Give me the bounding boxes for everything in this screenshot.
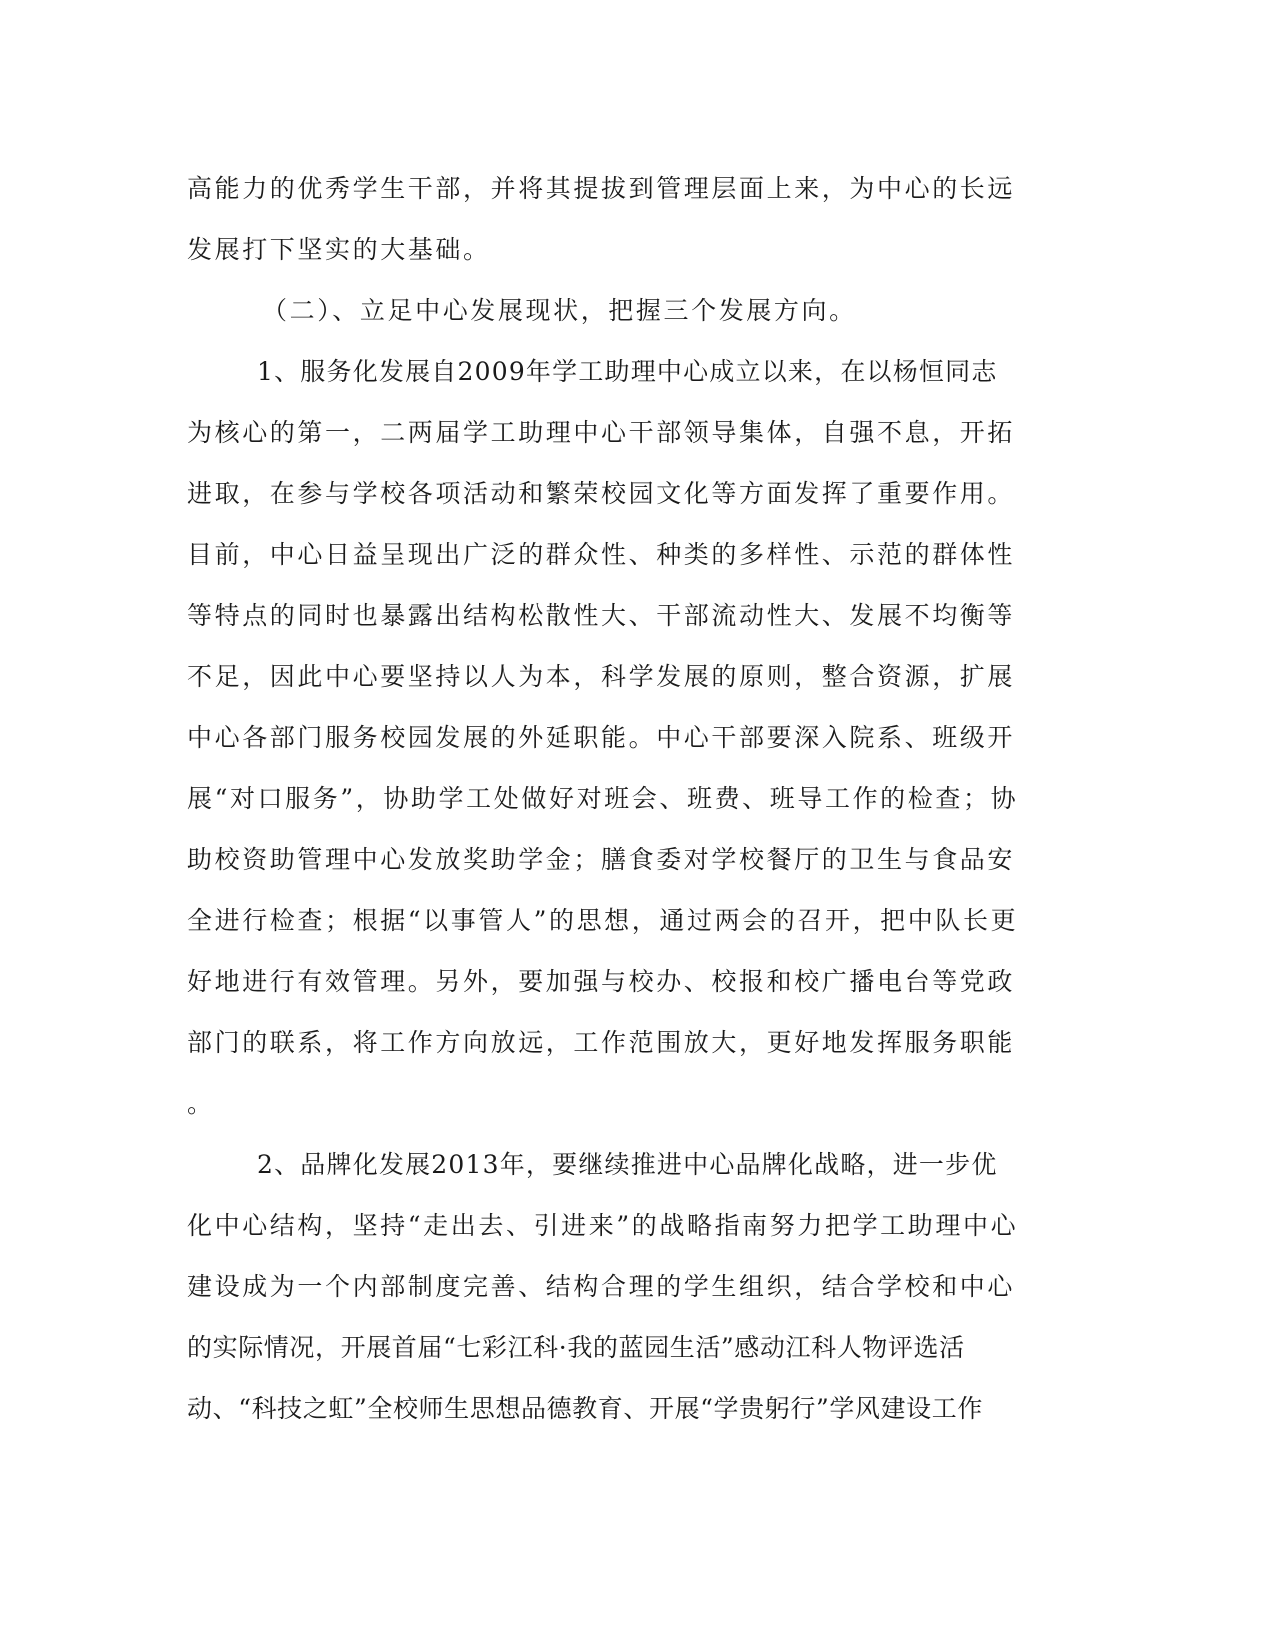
text-line: 为核心的第一，二两届学工助理中心干部领导集体，自强不息，开拓	[187, 418, 1016, 447]
text-line: 展“对口服务”，协助学工处做好对班会、班费、班导工作的检查；协	[187, 784, 1019, 813]
text-line: 全进行检查；根据“以事管人”的思想，通过两会的召开，把中队长更	[187, 906, 1019, 935]
text-line: 部门的联系，将工作方向放远，工作范围放大，更好地发挥服务职能	[187, 1028, 1016, 1057]
text-line: 发展打下坚实的大基础。	[187, 235, 491, 264]
text-line: 进取，在参与学校各项活动和繁荣校园文化等方面发挥了重要作用。	[187, 479, 1016, 508]
text-line: 不足，因此中心要坚持以人为本，科学发展的原则，整合资源，扩展	[187, 662, 1016, 691]
text-line: 目前，中心日益呈现出广泛的群众性、种类的多样性、示范的群体性	[187, 540, 1016, 569]
section-heading: （二）、立足中心发展现状，把握三个发展方向。	[262, 296, 857, 325]
text-line: 等特点的同时也暴露出结构松散性大、干部流动性大、发展不均衡等	[187, 601, 1016, 630]
text-line: 的实际情况，开展首届“七彩江科·我的蓝园生活”感动江科人物评选活	[187, 1333, 965, 1362]
text-line: 。	[187, 1089, 215, 1118]
text-line: 1、服务化发展自2009年学工助理中心成立以来，在以杨恒同志	[257, 357, 998, 386]
text-line: 好地进行有效管理。另外，要加强与校办、校报和校广播电台等党政	[187, 967, 1016, 996]
text-line: 中心各部门服务校园发展的外延职能。中心干部要深入院系、班级开	[187, 723, 1016, 752]
text-line: 建设成为一个内部制度完善、结构合理的学生组织，结合学校和中心	[187, 1272, 1016, 1301]
text-line: 化中心结构，坚持“走出去、引进来”的战略指南努力把学工助理中心	[187, 1211, 1019, 1240]
text-line: 高能力的优秀学生干部，并将其提拔到管理层面上来，为中心的长远	[187, 174, 1016, 203]
document-body	[187, 158, 1067, 1439]
text-line: 动、“科技之虹”全校师生思想品德教育、开展“学贵躬行”学风建设工作	[187, 1394, 983, 1423]
text-line: 2、品牌化发展2013年，要继续推进中心品牌化战略，进一步优	[257, 1150, 998, 1179]
text-line: 助校资助管理中心发放奖助学金；膳食委对学校餐厅的卫生与食品安	[187, 845, 1016, 874]
